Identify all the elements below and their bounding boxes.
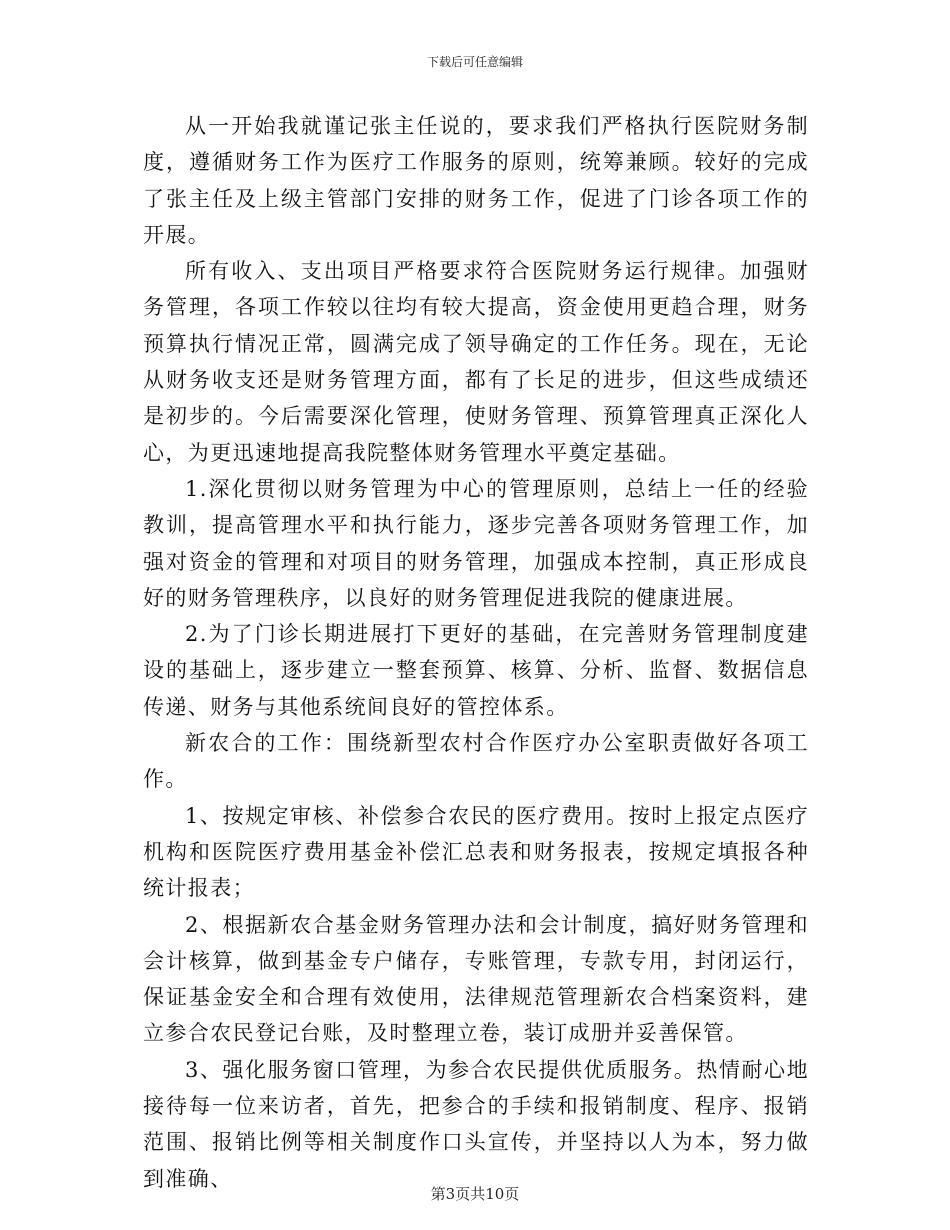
paragraph-5: 新农合的工作：围绕新型农村合作医疗办公室职责做好各项工作。: [143, 731, 809, 792]
page-number-footer: 第3页共10页: [430, 1185, 520, 1203]
paragraph-1: 从一开始我就谨记张主任说的，要求我们严格执行医院财务制度，遵循财务工作为医疗工作服务的原则，统筹兼顾。较好的完成了张主任及上级主管部门安排的财务工作，促进了门诊各项工作的开展。: [143, 114, 809, 247]
paragraph-6: 1、按规定审核、补偿参合农民的医疗费用。按时上报定点医疗机构和医院医疗费用基金补偿汇总表和财务报表，按规定填报各种统计报表；: [143, 803, 809, 901]
paragraph-4: 2.为了门诊长期进展打下更好的基础，在完善财务管理制度建设的基础上，逐步建立一整套预算、核算、分析、监督、数据信息传递、财务与其他系统间良好的管控体系。: [143, 622, 809, 719]
paragraph-2: 所有收入、支出项目严格要求符合医院财务运行规律。加强财务管理，各项工作较以往均有较大提高，资金使用更趋合理，财务预算执行情况正常，圆满完成了领导确定的工作任务。现在，无论从财务收支还是财务管理方面，都有了长足的进步，但这些成绩还是初步的。今后需要深化管理，使财务管理、预算管理真正深化人心，为更迅速地提高我院整体财务管理水平奠定基础。: [143, 259, 809, 465]
paragraph-7: 2、根据新农合基金财务管理办法和会计制度，搞好财务管理和会计核算，做到基金专户储存，专账管理，专款专用，封闭运行，保证基金安全和合理有效使用，法律规范管理新农合档案资料，建立参合农民登记台账，及时整理立卷，装订成册并妥善保管。: [143, 912, 809, 1046]
paragraph-3: 1.深化贯彻以财务管理为中心的管理原则，总结上一任的经验教训，提高管理水平和执行能力，逐步完善各项财务管理工作，加强对资金的管理和对项目的财务管理，加强成本控制，真正形成良好的财务管理秩序，以良好的财务管理促进我院的健康进展。: [143, 476, 809, 610]
page-header: 下载后可任意编辑: [426, 55, 523, 69]
document-body: [143, 108, 809, 1197]
paragraph-8: 3、强化服务窗口管理，为参合农民提供优质服务。热情耐心地接待每一位来访者，首先，把参合的手续和报销制度、程序、报销范围、报销比例等相关制度作口头宣传，并坚持以人为本，努力做到准确、: [143, 1057, 809, 1191]
